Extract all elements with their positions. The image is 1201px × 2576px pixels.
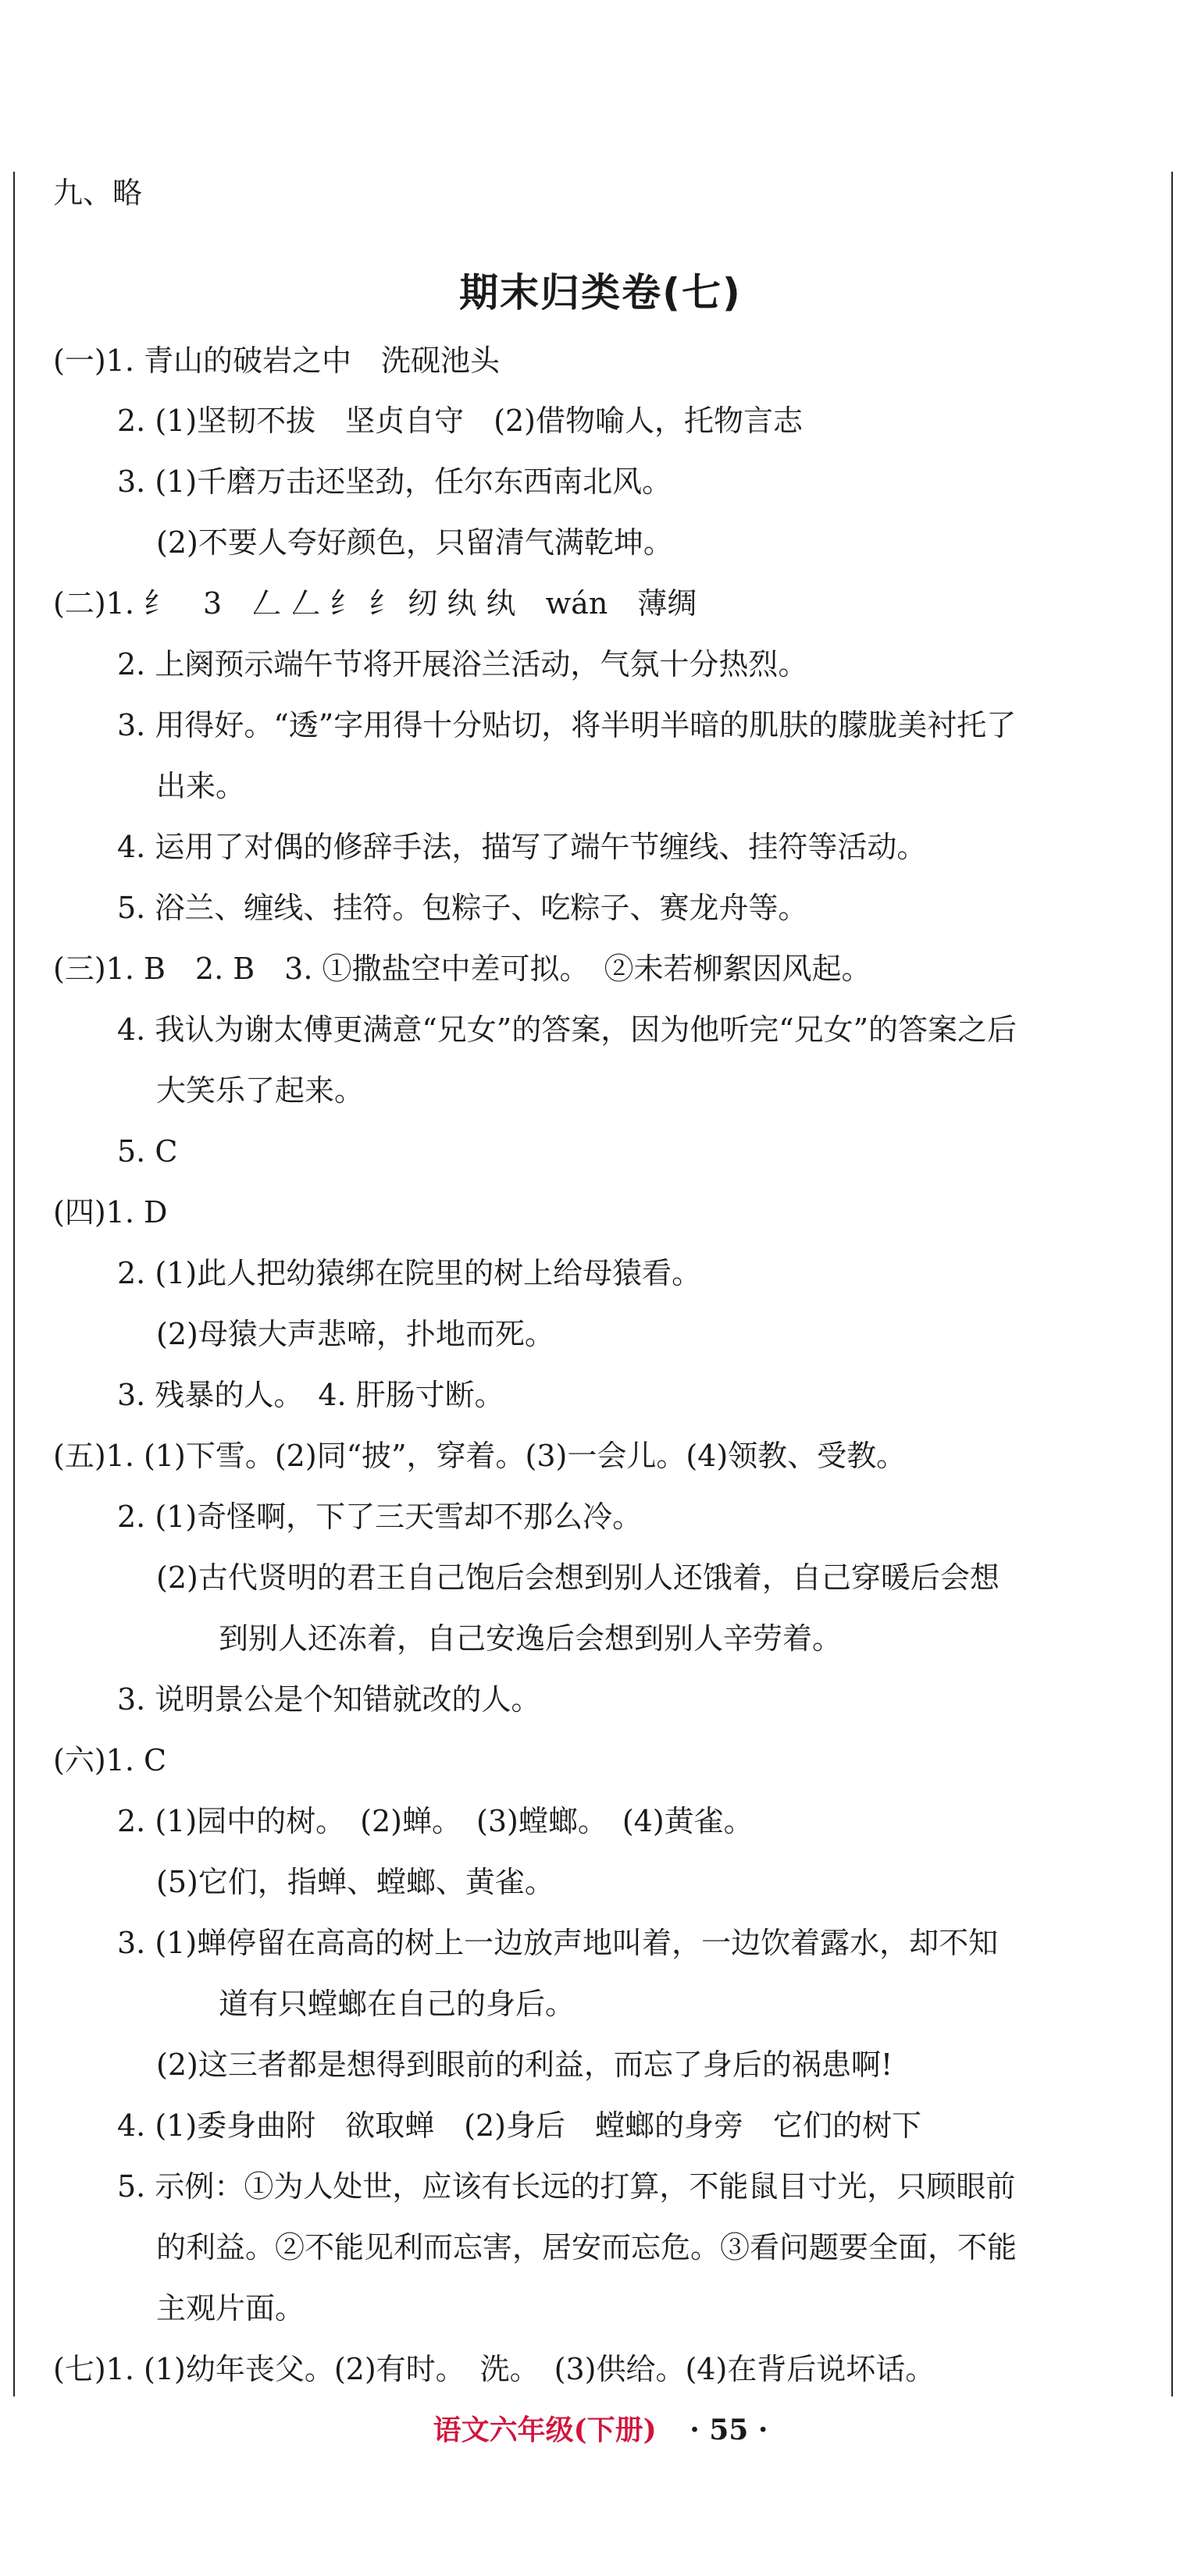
answer-text: 5. C bbox=[117, 1134, 178, 1169]
answer-text: 2. 上阕预示端午节将开展浴兰活动，气氛十分热烈。 bbox=[117, 647, 808, 681]
answer-text: 的利益。②不能见利而忘害，居安而忘危。③看问题要全面，不能 bbox=[156, 2230, 1017, 2265]
answer-text: 2. (1)此人把幼猿绑在院里的树上给母猿看。 bbox=[117, 1256, 702, 1290]
answer-text: 到别人还冻着，自己安逸后会想到别人辛劳着。 bbox=[219, 1621, 843, 1656]
answer-text: (三)1. B 2. B 3. ①撒盐空中差可拟。 ②未若柳絮因风起。 bbox=[53, 952, 871, 986]
answer-text: (一)1. 青山的破岩之中 洗砚池头 bbox=[53, 343, 500, 378]
footer-page-number: · 55 · bbox=[690, 2414, 768, 2446]
answer-text: 4. 运用了对偶的修辞手法，描写了端午节缠线、挂符等活动。 bbox=[117, 830, 927, 864]
answer-text: (四)1. D bbox=[53, 1195, 168, 1229]
answer-text: 主观片面。 bbox=[156, 2291, 305, 2325]
answer-text: 2. (1)奇怪啊，下了三天雪却不那么冷。 bbox=[117, 1500, 643, 1534]
answer-text: (六)1. C bbox=[53, 1743, 167, 1777]
answer-text: 5. 示例：①为人处世，应该有长远的打算，不能鼠目寸光，只顾眼前 bbox=[117, 2169, 1016, 2204]
answer-text: 3. (1)蝉停留在高高的树上一边放声地叫着，一边饮着露水，却不知 bbox=[117, 1926, 999, 1960]
answer-text: 4. 我认为谢太傅更满意“兄女”的答案，因为他听完“兄女”的答案之后 bbox=[117, 1012, 1017, 1047]
answer-text: (5)它们，指蝉、螳螂、黄雀。 bbox=[156, 1865, 554, 1899]
answer-text: 4. (1)委身曲附 欲取蝉 (2)身后 螳螂的身旁 它们的树下 bbox=[117, 2108, 921, 2143]
answer-text: 3. 说明景公是个知错就改的人。 bbox=[117, 1682, 541, 1717]
answer-text: (2)这三者都是想得到眼前的利益，而忘了身后的祸患啊! bbox=[156, 2048, 893, 2082]
answer-text: 2. (1)坚韧不拔 坚贞自守 (2)借物喻人，托物言志 bbox=[117, 404, 803, 438]
answer-text: (2)母猿大声悲啼，扑地而死。 bbox=[156, 1317, 554, 1351]
prev-section-text: 九、略 bbox=[53, 176, 143, 210]
answer-text: 3. 用得好。“透”字用得十分贴切，将半明半暗的肌肤的朦胧美衬托了 bbox=[117, 708, 1017, 742]
answer-text: 道有只螳螂在自己的身后。 bbox=[219, 1987, 576, 2021]
answer-text: 3. 残暴的人。 4. 肝肠寸断。 bbox=[117, 1378, 504, 1412]
answer-text: 出来。 bbox=[156, 769, 246, 803]
answer-text: (2)不要人夸好颜色，只留清气满乾坤。 bbox=[156, 525, 673, 560]
answer-text: (二)1. 纟 3 𠃋 𠃋 纟 纟 纫 纨 纨 wán 薄绸 bbox=[53, 586, 697, 621]
answer-text: (七)1. (1)幼年丧父。(2)有时。 洗。 (3)供给。(4)在背后说坏话。 bbox=[53, 2352, 935, 2386]
answer-text: 2. (1)园中的树。 (2)蝉。 (3)螳螂。 (4)黄雀。 bbox=[117, 1804, 754, 1838]
page-footer bbox=[0, 2408, 1201, 2448]
footer-subject: 语文六年级(下册) bbox=[433, 2414, 657, 2446]
answer-text: (五)1. (1)下雪。(2)同“披”，穿着。(3)一会儿。(4)领教、受教。 bbox=[53, 1439, 907, 1473]
page-title: 期末归类卷(七) bbox=[459, 270, 742, 315]
answer-text: 3. (1)千磨万击还坚劲，任尔东西南北风。 bbox=[117, 464, 672, 499]
answer-text: (2)古代贤明的君王自己饱后会想到别人还饿着，自己穿暖后会想 bbox=[156, 1560, 1000, 1595]
answer-text: 大笑乐了起来。 bbox=[156, 1073, 365, 1108]
answer-text: 5. 浴兰、缠线、挂符。包粽子、吃粽子、赛龙舟等。 bbox=[117, 891, 808, 925]
